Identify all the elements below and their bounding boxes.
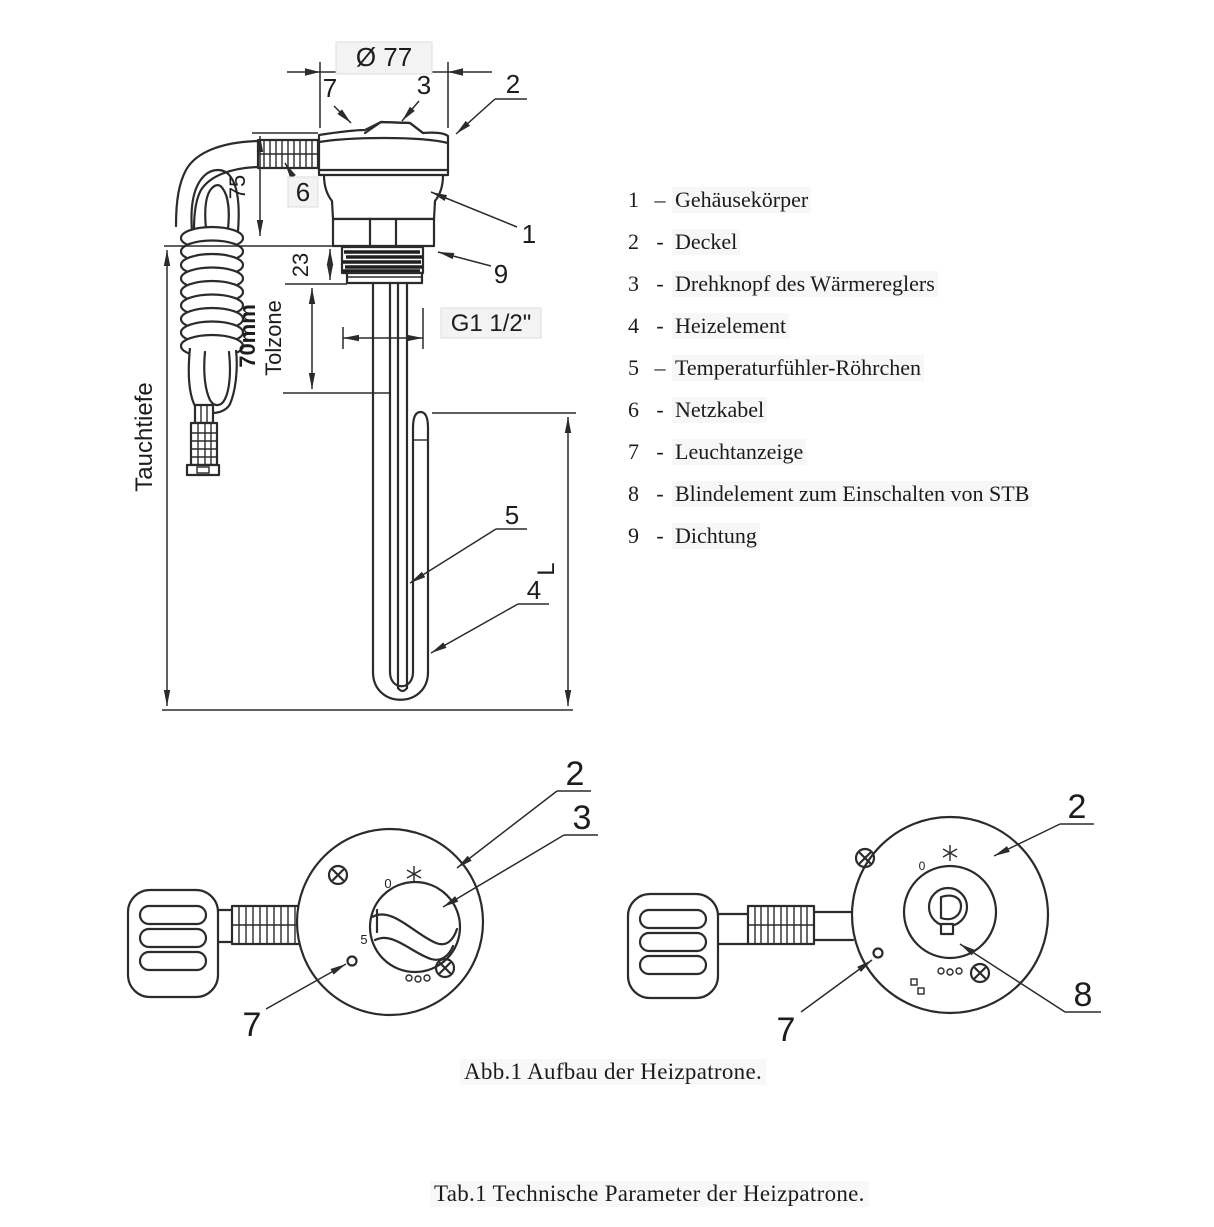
left-callout-3: 3 bbox=[572, 799, 592, 837]
callout-3: 3 bbox=[416, 70, 432, 100]
dim-diameter-label: Ø 77 bbox=[355, 42, 413, 72]
element-short-leg bbox=[413, 412, 428, 672]
dim-tauchtiefe-label: Tauchtiefe bbox=[131, 382, 158, 492]
housing-body bbox=[324, 175, 443, 219]
dim-tolzone-label: Tolzone bbox=[261, 300, 286, 376]
callout-6: 6 bbox=[295, 177, 311, 207]
left-view-cable bbox=[128, 890, 302, 997]
callout-7: 7 bbox=[322, 73, 338, 103]
right-callout-2: 2 bbox=[1067, 788, 1087, 826]
legend-label: Netzkabel bbox=[672, 397, 767, 423]
legend-item-9: 9 - Dichtung bbox=[628, 515, 1032, 557]
callout-5: 5 bbox=[504, 500, 520, 530]
dim-length-label: L bbox=[533, 562, 560, 576]
legend-item-8: 8 - Blindelement zum Einschalten von STB bbox=[628, 473, 1032, 515]
right-callout-8: 8 bbox=[1073, 976, 1093, 1014]
legend-label: Leuchtanzeige bbox=[672, 439, 806, 465]
thread-gasket bbox=[342, 247, 423, 283]
parts-legend bbox=[628, 179, 1032, 557]
left-callout-2: 2 bbox=[565, 755, 585, 793]
cap-deckel bbox=[319, 122, 448, 175]
left-view-cover bbox=[297, 829, 483, 1015]
legend-label: Gehäusekörper bbox=[672, 187, 811, 213]
cable-gland bbox=[258, 140, 318, 168]
callout-9: 9 bbox=[493, 259, 509, 289]
hex-nut bbox=[333, 219, 434, 246]
legend-item-3: 3 - Drehknopf des Wärmereglers bbox=[628, 263, 1032, 305]
head-assembly bbox=[319, 122, 448, 283]
callout-4: 4 bbox=[526, 575, 542, 605]
right-view-cable bbox=[628, 894, 853, 998]
legend-item-2: 2 - Deckel bbox=[628, 221, 1032, 263]
dial-mark-0: 0 bbox=[384, 876, 392, 891]
dial-mark-5: 5 bbox=[360, 932, 368, 947]
stb-pin bbox=[941, 924, 953, 934]
heating-tubes bbox=[373, 283, 428, 700]
dim-75-label: 75 bbox=[225, 174, 250, 200]
callout-2: 2 bbox=[505, 69, 521, 99]
legend-label: Deckel bbox=[672, 229, 740, 255]
callout-1: 1 bbox=[521, 219, 537, 249]
dim-23-label: 23 bbox=[288, 252, 313, 278]
legend-item-6: 6 - Netzkabel bbox=[628, 389, 1032, 431]
figure-caption: Abb.1 Aufbau der Heizpatrone. bbox=[460, 1059, 766, 1085]
legend-label: Heizelement bbox=[672, 313, 789, 339]
dial-mark-0-right: 0 bbox=[918, 859, 926, 873]
plug bbox=[187, 405, 219, 475]
left-callout-7: 7 bbox=[242, 1006, 262, 1044]
legend-item-4: 4 - Heizelement bbox=[628, 305, 1032, 347]
legend-item-5: 5 – Temperaturfühler-Röhrchen bbox=[628, 347, 1032, 389]
dim-70mm-label: 70mm bbox=[235, 304, 260, 368]
dim-thread-size-label: G1 1/2" bbox=[450, 310, 532, 337]
legend-item-7: 7 - Leuchtanzeige bbox=[628, 431, 1032, 473]
table-caption: Tab.1 Technische Parameter der Heizpatrone. bbox=[430, 1181, 869, 1207]
legend-label: Blindelement zum Einschalten von STB bbox=[672, 481, 1032, 507]
right-callout-7: 7 bbox=[776, 1011, 796, 1049]
legend-label: Temperaturfühler-Röhrchen bbox=[672, 355, 924, 381]
legend-label: Drehknopf des Wärmereglers bbox=[672, 271, 938, 297]
legend-item-1: 1 – Gehäusekörper bbox=[628, 179, 1032, 221]
legend-label: Dichtung bbox=[672, 523, 760, 549]
bottom-view-left bbox=[128, 755, 598, 1044]
bottom-view-right bbox=[628, 788, 1101, 1049]
main-drawing bbox=[131, 42, 576, 710]
